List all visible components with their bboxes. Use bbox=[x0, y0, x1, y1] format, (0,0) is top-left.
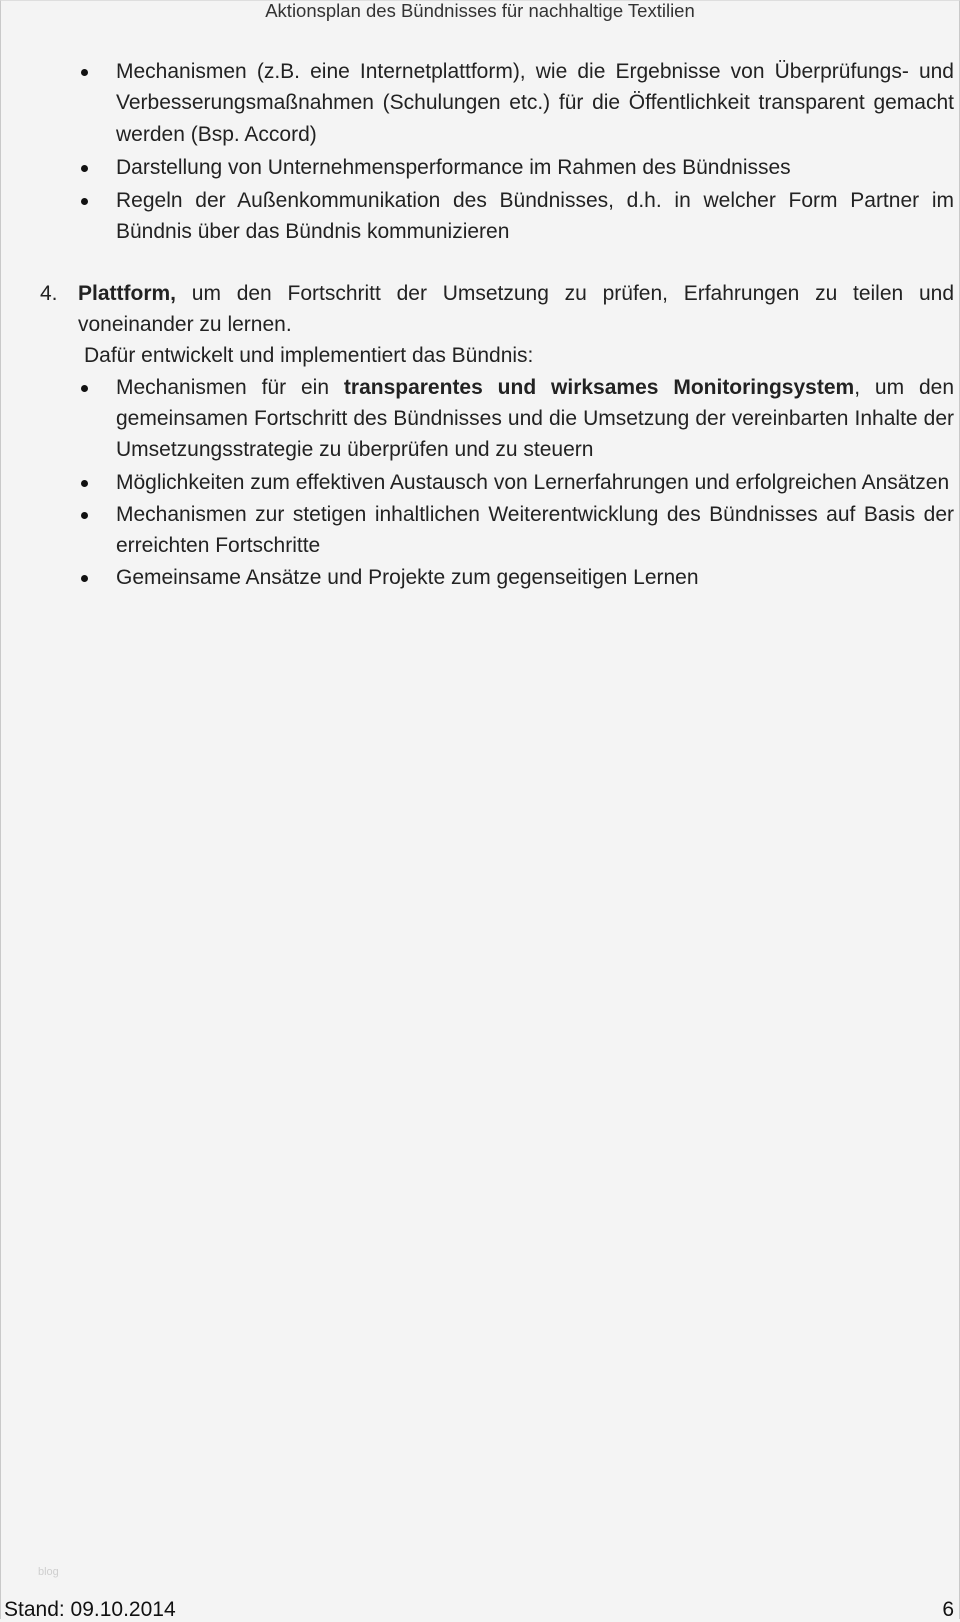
list-item bbox=[40, 185, 954, 248]
list-item-text: Mechanismen (z.B. eine Internetplattform), wie die Ergebnisse von Überprüfungs- und Verbesserungsmaßnahmen (Schulungen etc.) für die Öffentlichkeit transparent gemacht werden (Bsp. Accord) bbox=[116, 60, 954, 146]
document-body bbox=[40, 56, 954, 595]
list-item bbox=[40, 152, 954, 183]
list-item-text: Darstellung von Unternehmensperformance im Rahmen des Bündnisses bbox=[116, 155, 791, 179]
bullet-list-top bbox=[40, 56, 954, 248]
section-number: 4. bbox=[40, 281, 58, 305]
list-item-text: Gemeinsame Ansätze und Projekte zum gegenseitigen Lernen bbox=[116, 566, 699, 590]
list-item bbox=[40, 499, 954, 562]
running-header: Aktionsplan des Bündnisses für nachhaltige Textilien bbox=[265, 0, 695, 21]
list-item bbox=[40, 372, 954, 466]
bullet-icon bbox=[81, 385, 88, 392]
list-item-text-pre: Mechanismen für ein bbox=[116, 375, 344, 399]
list-item-text: Regeln der Außenkommunikation des Bündnisses, d.h. in welcher Form Partner im Bündnis über das Bündnis kommunizieren bbox=[116, 189, 954, 244]
section-title-bold: Plattform, bbox=[78, 281, 177, 305]
page-number: 6 bbox=[942, 1598, 954, 1621]
bullet-icon bbox=[81, 575, 88, 582]
list-item-text: Möglichkeiten zum effektiven Austausch von Lernerfahrungen und erfolgreichen Ansätzen bbox=[116, 470, 950, 494]
bullet-icon bbox=[81, 512, 88, 519]
bullet-list-section-4 bbox=[40, 372, 954, 594]
watermark: blog bbox=[38, 1566, 59, 1578]
section-4-heading bbox=[40, 278, 954, 341]
bullet-icon bbox=[81, 480, 88, 487]
bullet-icon bbox=[81, 198, 88, 205]
list-item-text: Mechanismen zur stetigen inhaltlichen Weiterentwicklung des Bündnisses auf Basis der erreichten Fortschritte bbox=[116, 502, 954, 558]
list-item-text-bold: transparentes und wirksames Monitoringsystem bbox=[343, 375, 855, 399]
list-item-text-post: , um den gemeinsamen Fortschritt des Bündnisses und die Umsetzung der vereinbarten Inhalte der Umsetzungsstrategie zu überprüfen und zu steuern bbox=[116, 375, 954, 462]
list-item bbox=[40, 56, 954, 150]
list-item bbox=[40, 562, 954, 593]
section-title-rest: um den Fortschritt der Umsetzung zu prüfen, Erfahrungen zu teilen und voneinander zu lernen. bbox=[78, 281, 954, 337]
bullet-icon bbox=[81, 165, 88, 172]
section-intro: Dafür entwickelt und implementiert das Bündnis: bbox=[84, 344, 534, 368]
list-item bbox=[40, 467, 954, 498]
footer-date: Stand: 09.10.2014 bbox=[4, 1598, 176, 1621]
bullet-icon bbox=[81, 69, 88, 76]
